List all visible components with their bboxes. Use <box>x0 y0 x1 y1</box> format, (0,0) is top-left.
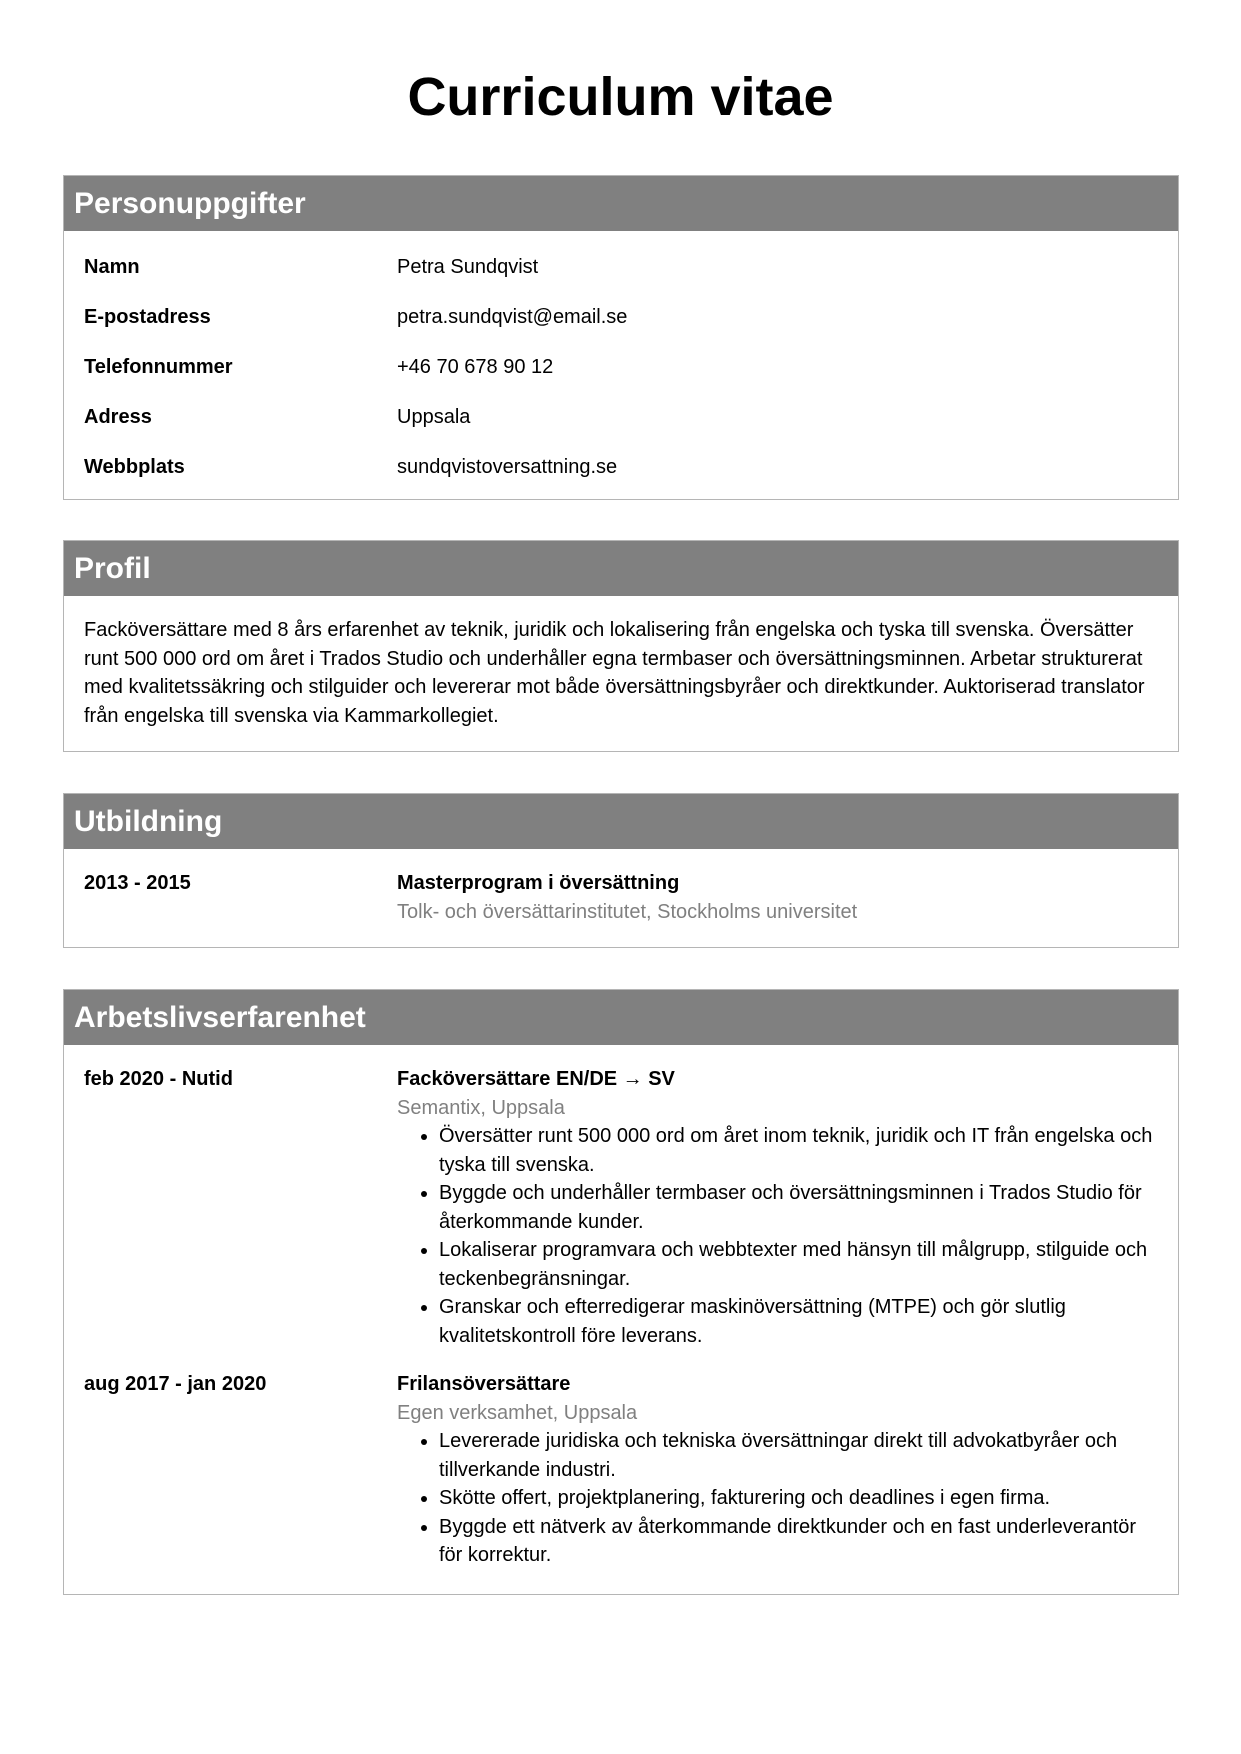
section-education <box>63 793 1179 948</box>
personal-row-email <box>84 292 1158 342</box>
personal-row-name <box>84 242 1158 292</box>
email-value: petra.sundqvist@email.se <box>397 306 628 328</box>
education-entry <box>84 869 1158 926</box>
field-label: Webbplats <box>84 456 185 478</box>
section-heading-profile: Profil <box>64 541 1178 596</box>
experience-body <box>64 1045 1178 1570</box>
list-item: • Skötte offert, projektplanering, fakturering och deadlines i egen firma. <box>439 1484 1158 1513</box>
personal-row-phone <box>84 342 1158 392</box>
field-label: Namn <box>84 256 140 278</box>
list-item: • Levererade juridiska och tekniska översättningar direkt till advokatbyråer och tillverkande industri. <box>439 1427 1158 1484</box>
personal-row-address <box>84 392 1158 442</box>
entry-organization: Egen verksamhet, Uppsala <box>397 1401 638 1424</box>
list-item: • Byggde ett nätverk av återkommande direktkunder och en fast underleverantör för korrektur. <box>439 1513 1158 1570</box>
entry-date: feb 2020 - Nutid <box>84 1068 233 1090</box>
website-value: sundqvistoversattning.se <box>397 456 618 478</box>
entry-bullet-list <box>397 1122 1158 1350</box>
section-profile <box>63 540 1179 752</box>
name-value: Petra Sundqvist <box>397 256 539 278</box>
list-item: • Översätter runt 500 000 ord om året inom teknik, juridik och IT från engelska och tyska till svenska. <box>439 1122 1158 1179</box>
profile-text: Facköversättare med 8 års erfarenhet av teknik, juridik och lokalisering från engelska och tyska till svenska. Översätter runt 500 000 ord om året i Trados Studio och underhåller egna termbaser och översättningsminnen. Arbetar strukturerat med kvalitetssäkring och stilguider och levererar mot både översättningsbyråer och direktkunder. Auktoriserad translator från engelska till svenska via Kammarkollegiet. <box>84 619 1145 727</box>
section-experience <box>63 989 1179 1595</box>
section-personal <box>63 175 1179 500</box>
personal-row-website <box>84 442 1158 492</box>
experience-entry <box>84 1370 1158 1570</box>
entry-bullet-list <box>397 1427 1158 1570</box>
education-body <box>64 849 1178 926</box>
section-heading-education: Utbildning <box>64 794 1178 849</box>
field-label: Telefonnummer <box>84 356 233 378</box>
entry-date: 2013 - 2015 <box>84 872 191 894</box>
entry-title: Masterprogram i översättning <box>397 872 680 894</box>
section-heading-experience: Arbetslivserfarenhet <box>64 990 1178 1045</box>
section-heading-personal: Personuppgifter <box>64 176 1178 231</box>
profile-body <box>64 596 1178 748</box>
phone-value: +46 70 678 90 12 <box>397 356 554 378</box>
list-item: • Byggde och underhåller termbaser och översättningsminnen i Trados Studio för återkommande kunder. <box>439 1179 1158 1236</box>
field-label: E-postadress <box>84 306 211 328</box>
entry-date: aug 2017 - jan 2020 <box>84 1373 267 1395</box>
field-label: Adress <box>84 406 152 428</box>
personal-details <box>64 231 1178 492</box>
entry-organization: Tolk- och översättarinstitutet, Stockholms universitet <box>397 900 858 923</box>
list-item: • Granskar och efterredigerar maskinöversättning (MTPE) och gör slutlig kvalitetskontroll före leverans. <box>439 1293 1158 1350</box>
experience-entry <box>84 1065 1158 1350</box>
entry-title: Frilansöversättare <box>397 1373 571 1395</box>
list-item: • Lokaliserar programvara och webbtexter med hänsyn till målgrupp, stilguide och teckenbegränsningar. <box>439 1236 1158 1293</box>
address-value: Uppsala <box>397 406 471 428</box>
entry-title: Facköversättare EN/DE → SV <box>397 1068 675 1090</box>
entry-organization: Semantix, Uppsala <box>397 1096 565 1119</box>
page-title: Curriculum vitae <box>407 67 834 127</box>
